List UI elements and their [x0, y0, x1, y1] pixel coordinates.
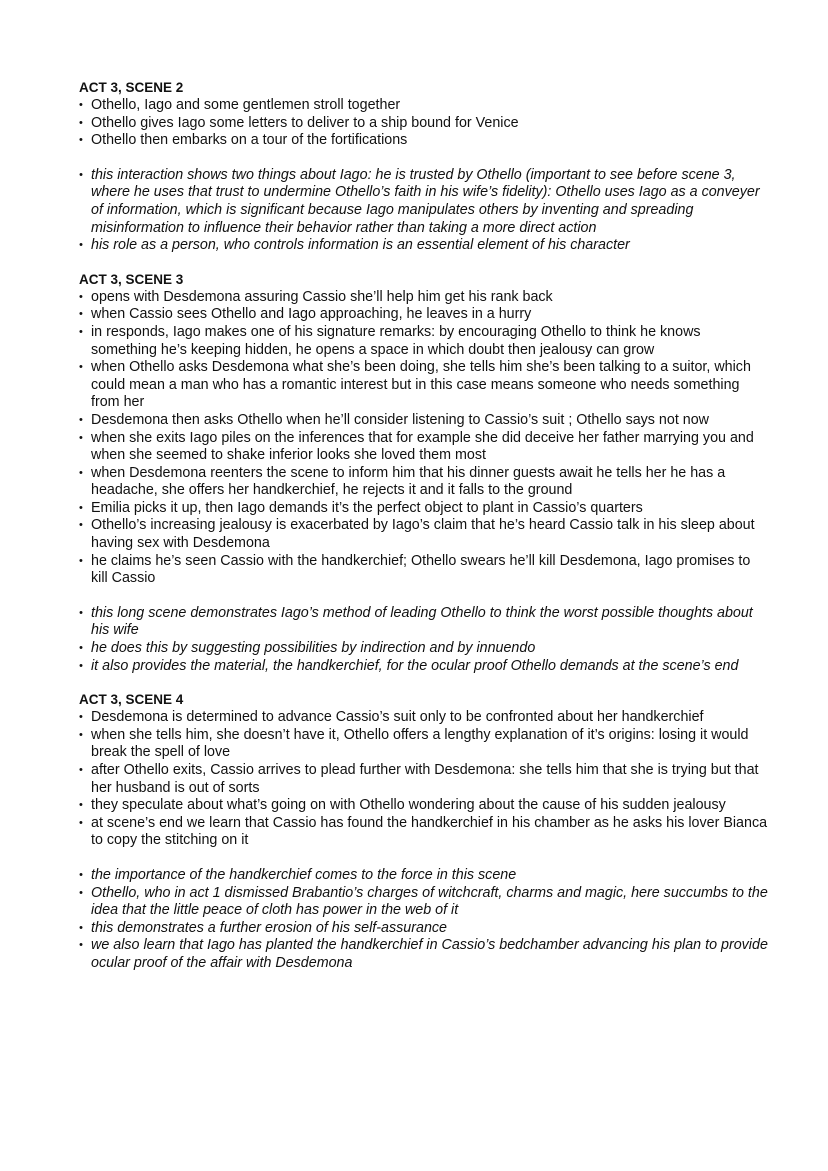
summary-item: • when Othello asks Desdemona what she’s been doing, she tells him she’s been talking to a suitor, which could mean a man who has a romantic interest but in this case means someone who needs something from her [79, 359, 751, 411]
section-heading: ACT 3, SCENE 3 [79, 271, 184, 287]
bullet-icon: • [79, 134, 83, 147]
bullet-icon: • [79, 466, 83, 479]
bullet-icon: • [79, 239, 83, 252]
analysis-item: • the importance of the handkerchief comes to the force in this scene [79, 866, 517, 883]
section-act3-scene4 [79, 691, 768, 972]
analysis-item: • this long scene demonstrates Iago’s method of leading Othello to think the worst possible thoughts about his wife [79, 604, 753, 639]
summary-item: • when she exits Iago piles on the inferences that for example she did deceive her father marrying you and when she seemed to shake inferior looks she loved them most [79, 429, 754, 464]
summary-list [79, 97, 768, 150]
summary-item: • Othello gives Iago some letters to deliver to a ship bound for Venice [79, 114, 519, 131]
analysis-list [79, 867, 768, 973]
bullet-icon: • [79, 99, 83, 111]
analysis-item: • Othello, who in act 1 dismissed Brabantio’s charges of witchcraft, charms and magic, here succumbs to the idea that the little peace of cloth has power in the web of it [79, 884, 768, 919]
bullet-icon: • [79, 816, 83, 829]
summary-item: • after Othello exits, Cassio arrives to plead further with Desdemona: she tells him that she is trying but that her husband is out of sorts [79, 762, 759, 796]
summary-item: • Desdemona is determined to advance Cassio’s suit only to be confronted about her handkerchief [79, 709, 704, 726]
summary-item: • when she tells him, she doesn’t have it, Othello offers a lengthy explanation of it’s origins: losing it would break the spell of love [79, 726, 749, 761]
bullet-icon: • [79, 868, 83, 881]
analysis-list [79, 605, 768, 675]
bullet-icon: • [79, 764, 83, 776]
summary-item: • opens with Desdemona assuring Cassio she’ll help him get his rank back [79, 288, 553, 305]
section-act3-scene2 [79, 79, 768, 255]
bullet-icon: • [79, 413, 83, 426]
summary-item: • Othello then embarks on a tour of the fortifications [79, 132, 408, 149]
bullet-icon: • [79, 799, 83, 812]
bullet-icon: • [79, 519, 83, 532]
bullet-icon: • [79, 308, 83, 321]
summary-item: • he claims he’s seen Cassio with the handkerchief; Othello swears he’ll kill Desdemona, Iago promises to kill Cassio [79, 552, 751, 587]
bullet-icon: • [79, 711, 83, 724]
analysis-item: • he does this by suggesting possibilities by indirection and by innuendo [79, 640, 536, 657]
bullet-icon: • [79, 290, 83, 303]
bullet-icon: • [79, 728, 83, 741]
bullet-icon: • [79, 554, 83, 567]
summary-list [79, 289, 768, 588]
analysis-item: • we also learn that Iago has planted the handkerchief in Cassio’s bedchamber advancing his plan to provide ocular proof of the affair with Desdemona [79, 937, 768, 971]
summary-item: • when Desdemona reenters the scene to inform him that his dinner guests await he tells her he has a headache, she offers her handkerchief, he rejects it and it falls to the ground [79, 464, 726, 499]
section-heading: ACT 3, SCENE 2 [79, 80, 184, 95]
bullet-icon: • [79, 939, 83, 952]
summary-item: • they speculate about what’s going on with Othello wondering about the cause of his sudden jealousy [79, 797, 726, 814]
summary-item: • Othello’s increasing jealousy is exacerbated by Iago’s claim that he’s heard Cassio talk in his sleep about having sex with Desdemona [79, 517, 755, 552]
bullet-icon: • [79, 168, 83, 181]
summary-item: • Desdemona then asks Othello when he’ll consider listening to Cassio’s suit ; Othello says not now [79, 411, 710, 428]
bullet-icon: • [79, 501, 83, 514]
bullet-icon: • [79, 606, 83, 619]
section-act3-scene3 [79, 271, 768, 675]
section-heading: ACT 3, SCENE 4 [79, 692, 184, 708]
bullet-icon: • [79, 361, 83, 374]
summary-item: • at scene’s end we learn that Cassio has found the handkerchief in his chamber as he asks his lover Bianca to copy the stitching on it [79, 814, 768, 849]
bullet-icon: • [79, 116, 83, 129]
summary-item: • when Cassio sees Othello and Iago approaching, he leaves in a hurry [79, 306, 532, 323]
bullet-icon: • [79, 659, 83, 672]
summary-item: • Othello, Iago and some gentlemen stroll together [79, 97, 401, 113]
bullet-icon: • [79, 921, 83, 934]
analysis-item: • this demonstrates a further erosion of his self-assurance [79, 919, 448, 936]
bullet-icon: • [79, 642, 83, 655]
analysis-list [79, 167, 768, 255]
analysis-item: • it also provides the material, the handkerchief, for the ocular proof Othello demands at the scene’s end [79, 657, 739, 674]
bullet-icon: • [79, 325, 83, 338]
bullet-icon: • [79, 431, 83, 444]
summary-item: • Emilia picks it up, then Iago demands it’s the perfect object to plant in Cassio’s quarters [79, 499, 643, 516]
summary-item: • in responds, Iago makes one of his signature remarks: by encouraging Othello to think he knows something he’s keeping hidden, he opens a space in which doubt then jealousy can grow [79, 323, 701, 358]
bullet-icon: • [79, 886, 83, 899]
analysis-item: • his role as a person, who controls information is an essential element of his character [79, 237, 630, 254]
analysis-item: • this interaction shows two things about Iago: he is trusted by Othello (important to see before scene 3, where he uses that trust to undermine Othello’s faith in his wife’s fidelity): Othello uses Iago as a conveyer of information, which is significant because Iago manipulates others by inventing and spreading misinformation to influence their behavior rather than taking a more direct action [79, 166, 760, 236]
summary-list [79, 709, 768, 850]
